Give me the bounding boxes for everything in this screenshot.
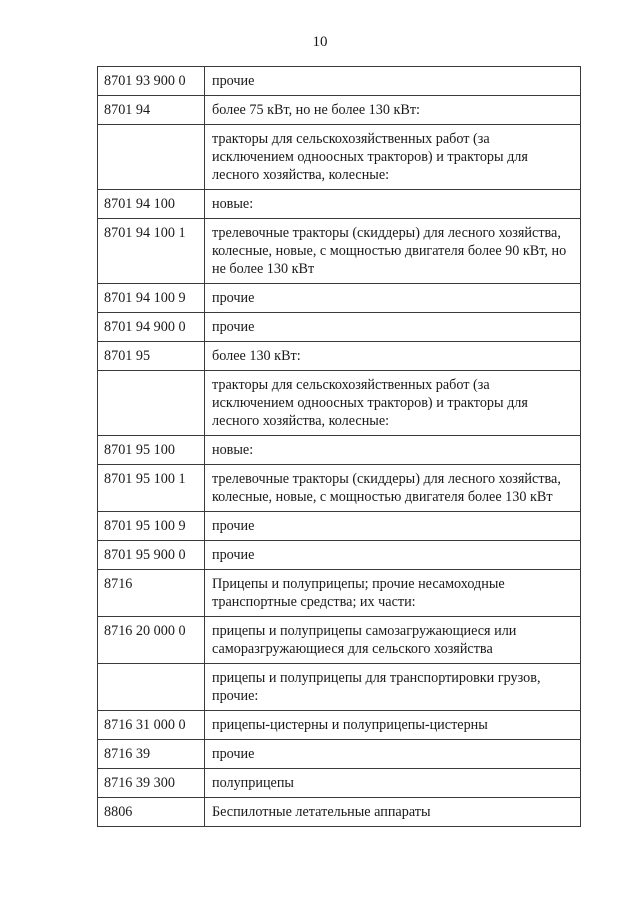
description-cell: новые: <box>205 190 581 219</box>
description-cell: прочие <box>205 740 581 769</box>
description-cell: полуприцепы <box>205 769 581 798</box>
table-row <box>98 190 581 219</box>
code-cell: 8701 94 100 <box>98 190 205 219</box>
description-cell: прочие <box>205 512 581 541</box>
description-cell: прочие <box>205 541 581 570</box>
description-cell: прочие <box>205 284 581 313</box>
code-cell: 8701 95 900 0 <box>98 541 205 570</box>
table-row <box>98 541 581 570</box>
table-row <box>98 67 581 96</box>
table-row <box>98 617 581 664</box>
table-row <box>98 125 581 190</box>
table-row <box>98 465 581 512</box>
code-cell: 8701 94 100 9 <box>98 284 205 313</box>
description-cell: более 75 кВт, но не более 130 кВт: <box>205 96 581 125</box>
page-number: 10 <box>312 34 328 50</box>
table-row <box>98 769 581 798</box>
description-cell: более 130 кВт: <box>205 342 581 371</box>
table-row <box>98 313 581 342</box>
description-cell: Прицепы и полуприцепы; прочие несамоходные транспортные средства; их части: <box>205 570 581 617</box>
code-cell: 8701 94 900 0 <box>98 313 205 342</box>
code-cell: 8701 94 100 1 <box>98 219 205 284</box>
description-cell: трелевочные тракторы (скиддеры) для лесного хозяйства, колесные, новые, с мощностью двигателя более 130 кВт <box>205 465 581 512</box>
description-cell: Беспилотные летательные аппараты <box>205 798 581 827</box>
code-cell: 8716 39 300 <box>98 769 205 798</box>
table-row <box>98 740 581 769</box>
table-row <box>98 570 581 617</box>
table-row <box>98 284 581 313</box>
description-cell: трелевочные тракторы (скиддеры) для лесного хозяйства, колесные, новые, с мощностью двигателя более 90 кВт, но не более 130 кВт <box>205 219 581 284</box>
table-row <box>98 512 581 541</box>
code-cell: 8701 95 100 <box>98 436 205 465</box>
code-cell: 8716 31 000 0 <box>98 711 205 740</box>
code-cell <box>98 125 205 190</box>
code-cell: 8701 95 <box>98 342 205 371</box>
code-cell: 8716 39 <box>98 740 205 769</box>
tariff-code-table <box>97 66 581 827</box>
description-cell: тракторы для сельскохозяйственных работ (за исключением одноосных тракторов) и тракторы для лесного хозяйства, колесные: <box>205 371 581 436</box>
table-row <box>98 96 581 125</box>
code-cell <box>98 664 205 711</box>
code-cell: 8716 20 000 0 <box>98 617 205 664</box>
table-row <box>98 711 581 740</box>
code-cell: 8701 95 100 1 <box>98 465 205 512</box>
code-cell <box>98 371 205 436</box>
table-row <box>98 664 581 711</box>
code-cell: 8701 93 900 0 <box>98 67 205 96</box>
table-row <box>98 342 581 371</box>
description-cell: прочие <box>205 313 581 342</box>
table-row <box>98 436 581 465</box>
description-cell: прицепы-цистерны и полуприцепы-цистерны <box>205 711 581 740</box>
code-cell: 8701 95 100 9 <box>98 512 205 541</box>
description-cell: прицепы и полуприцепы самозагружающиеся или саморазгружающиеся для сельского хозяйства <box>205 617 581 664</box>
description-cell: новые: <box>205 436 581 465</box>
code-cell: 8716 <box>98 570 205 617</box>
description-cell: прицепы и полуприцепы для транспортировки грузов, прочие: <box>205 664 581 711</box>
table-row <box>98 371 581 436</box>
table-row <box>98 798 581 827</box>
code-cell: 8701 94 <box>98 96 205 125</box>
code-cell: 8806 <box>98 798 205 827</box>
table-row <box>98 219 581 284</box>
description-cell: прочие <box>205 67 581 96</box>
description-cell: тракторы для сельскохозяйственных работ (за исключением одноосных тракторов) и тракторы для лесного хозяйства, колесные: <box>205 125 581 190</box>
